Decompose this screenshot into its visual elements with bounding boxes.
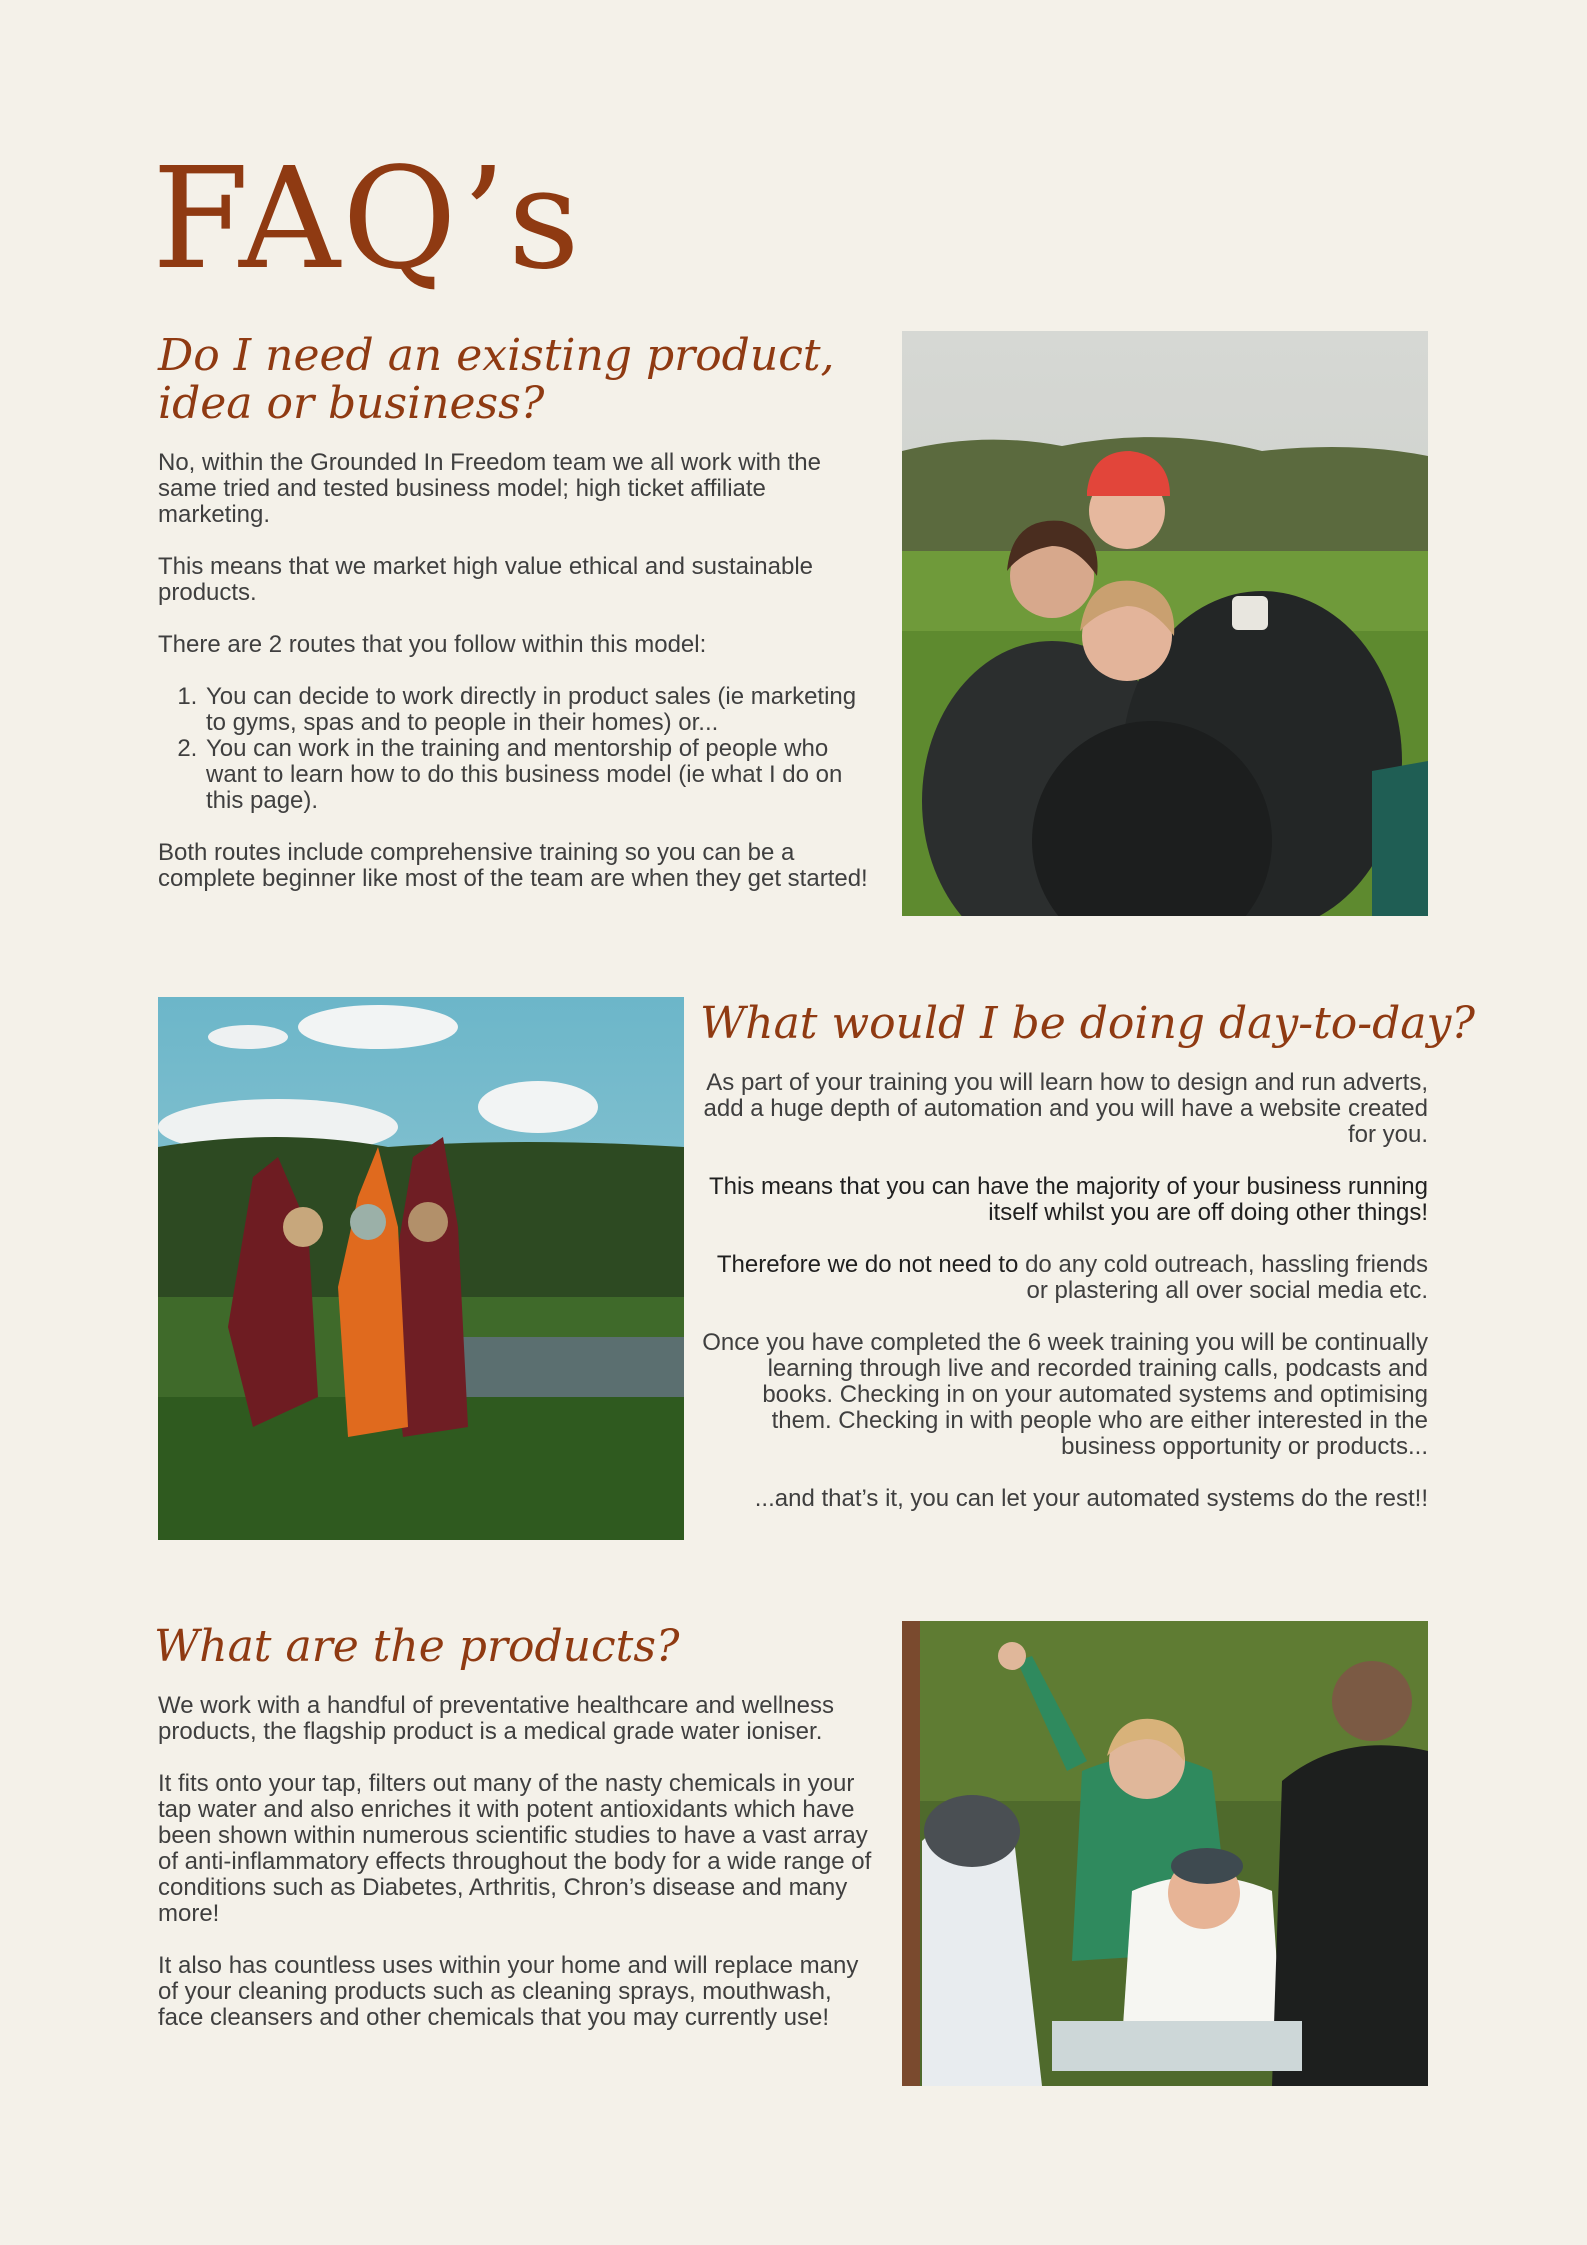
- faq-answer-paragraph: As part of your training you will learn how to design and run adverts, add a huge depth of automation and you will have a website created for you.: [703, 1069, 1428, 1148]
- faq-answer-paragraph: There are 2 routes that you follow within this model:: [158, 631, 707, 658]
- faq-answer-paragraph: Once you have completed the 6 week training you will be continually learning through live and recorded training calls, podcasts and books. Checking in on your automated systems and optimising them. Checking in with people who are either interested in the business opportunity or products...: [702, 1329, 1428, 1460]
- faq-answer-paragraph: It fits onto your tap, filters out many of the nasty chemicals in your tap water and also enriches it with potent antioxidants which have been shown within numerous scientific studies to have a vast array of anti-inflammatory effects throughout the body for a wide range of conditions such as Diabetes, Arthritis, Chron’s disease and many more!: [158, 1770, 872, 1927]
- faq-section-existing-product: [158, 332, 878, 918]
- faq-answer-paragraph: This means that we market high value ethical and sustainable products.: [158, 553, 814, 606]
- faq-answer-paragraph: We work with a handful of preventative healthcare and wellness products, the flagship product is a medical grade water ioniser.: [158, 1692, 834, 1745]
- body-text: do any cold outreach, hassling friends or plastering all over social media etc.: [1018, 1251, 1428, 1304]
- faq-question: What would I be doing day-to-day?: [700, 998, 1475, 1049]
- faq-question: Do I need an existing product, idea or business?: [158, 330, 835, 429]
- faq-answer-paragraph: Both routes include comprehensive training so you can be a complete beginner like most of the team are when they get started!: [158, 839, 868, 892]
- faq-question: What are the products?: [154, 1621, 680, 1672]
- faq-answer-paragraph: This means that you can have the majority of your business running itself whilst you are off doing other things!: [708, 1173, 1428, 1226]
- faq-answer-paragraph: No, within the Grounded In Freedom team we all work with the same tried and tested business model; high ticket affiliate marketing.: [158, 449, 821, 528]
- photo-three-women-hugging: [902, 331, 1428, 916]
- faq-answer-paragraph: It also has countless uses within your home and will replace many of your cleaning products such as cleaning sprays, mouthwash, face cleansers and other chemicals that you may currently use!: [158, 1952, 859, 2031]
- page-title: FAQ’s: [152, 138, 582, 301]
- list-item: 1. You can decide to work directly in product sales (ie marketing to gyms, spas and to people in their homes) or...: [204, 684, 878, 736]
- faq-section-day-to-day: [700, 998, 1475, 1538]
- photo-women-laughing-on-grass: [902, 1621, 1428, 2086]
- faq-answer-paragraph: [700, 1252, 1428, 1304]
- emphasis-text: Therefore we do not need to: [716, 1251, 1019, 1278]
- faq-answer-paragraph: ...and that’s it, you can let your automated systems do the rest!!: [754, 1485, 1428, 1512]
- list-item: 2. You can work in the training and mentorship of people who want to learn how to do this business model (ie what I do on this page).: [204, 736, 878, 814]
- routes-list: [158, 684, 878, 814]
- photo-women-arms-raised-by-river: [158, 997, 684, 1540]
- faq-section-products: [154, 1623, 880, 2057]
